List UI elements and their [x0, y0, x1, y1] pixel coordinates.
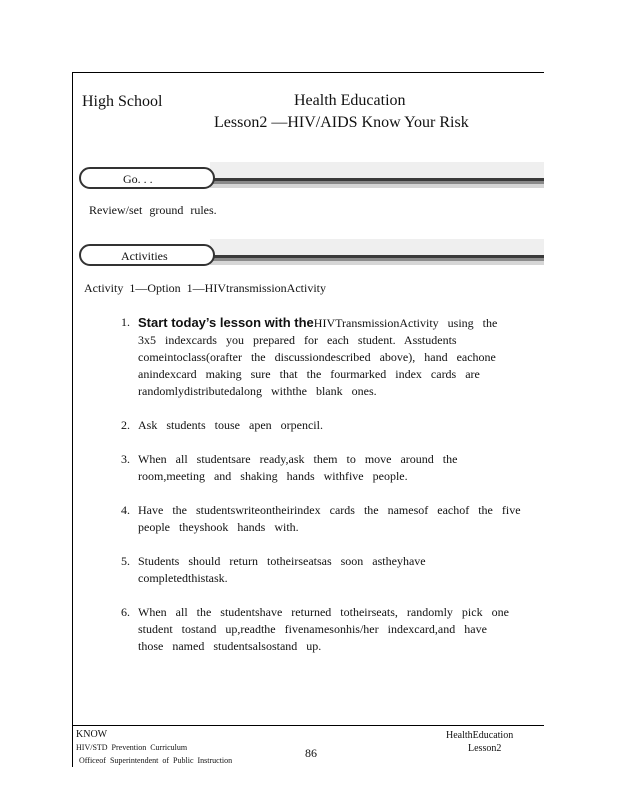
step-lead: Start today’s lesson with the	[138, 315, 314, 330]
step-text: When all the studentshave returned totheirseats, randomly pick one student tostand up,readthe fivenamesonhis/her indexcard,and have those named studentsalsostand up.	[138, 605, 509, 653]
footer-left-line2: Officeof Superintendent of Public Instruction	[79, 756, 233, 765]
step-text: Have the studentswriteontheirindex cards the namesof eachof the five people theyshook hands with.	[138, 503, 521, 534]
step-text: When all studentsare ready,ask them to move around the room,meeting and shaking hands withfive people.	[138, 452, 458, 483]
page-frame-left-rule	[72, 72, 73, 767]
step-3	[121, 451, 521, 485]
section-activities-label: Activities	[121, 249, 168, 263]
step-5	[121, 553, 521, 587]
header-lesson-title: Lesson2 —HIV/AIDS Know Your Risk	[214, 114, 469, 131]
step-text: HIVTransmissionActivity using the 3x5 indexcards you prepared for each student. Asstudents comeintoclass(orafter the discussiondescribed above), hand eachone anindexcard making sure that the fourmarked index cards are randomlydistributedalong withthe blank ones.	[138, 316, 498, 398]
step-number: 3.	[121, 452, 130, 466]
section-go-band-light	[210, 184, 544, 188]
step-number: 2.	[121, 418, 130, 432]
step-number: 5.	[121, 554, 130, 568]
section-activities-band-fade	[210, 239, 544, 255]
step-1	[121, 314, 521, 400]
page-number: 86	[305, 746, 317, 760]
header-school: High School	[82, 93, 163, 110]
step-number: 1.	[121, 315, 130, 329]
section-activities-band-light	[210, 261, 544, 265]
footer-left-title: KNOW	[76, 729, 108, 740]
footer-right-line1: HealthEducation	[446, 730, 514, 741]
step-number: 4.	[121, 503, 130, 517]
page-frame-bottom-rule	[72, 725, 544, 726]
page-frame-top-rule	[72, 72, 544, 73]
section-go-tab	[79, 167, 215, 189]
activity-title: Activity 1—Option 1—HIVtransmissionActivity	[84, 281, 326, 295]
section-activities-tab	[79, 244, 215, 266]
activity-steps	[121, 314, 521, 655]
step-6	[121, 604, 521, 655]
section-go-band-fade	[210, 162, 544, 178]
step-text: Students should return totheirseatsas soon astheyhave completedthistask.	[138, 554, 426, 585]
footer-left-line1: HIV/STD Prevention Curriculum	[76, 743, 188, 752]
step-2	[121, 417, 521, 434]
footer-right-line2: Lesson2	[468, 743, 502, 754]
section-go-label: Go. . .	[123, 172, 153, 186]
section-go-text: Review/set ground rules.	[89, 203, 217, 217]
step-text: Ask students touse apen orpencil.	[138, 418, 323, 432]
step-number: 6.	[121, 605, 130, 619]
step-4	[121, 502, 521, 536]
header-subject: Health Education	[294, 92, 406, 109]
